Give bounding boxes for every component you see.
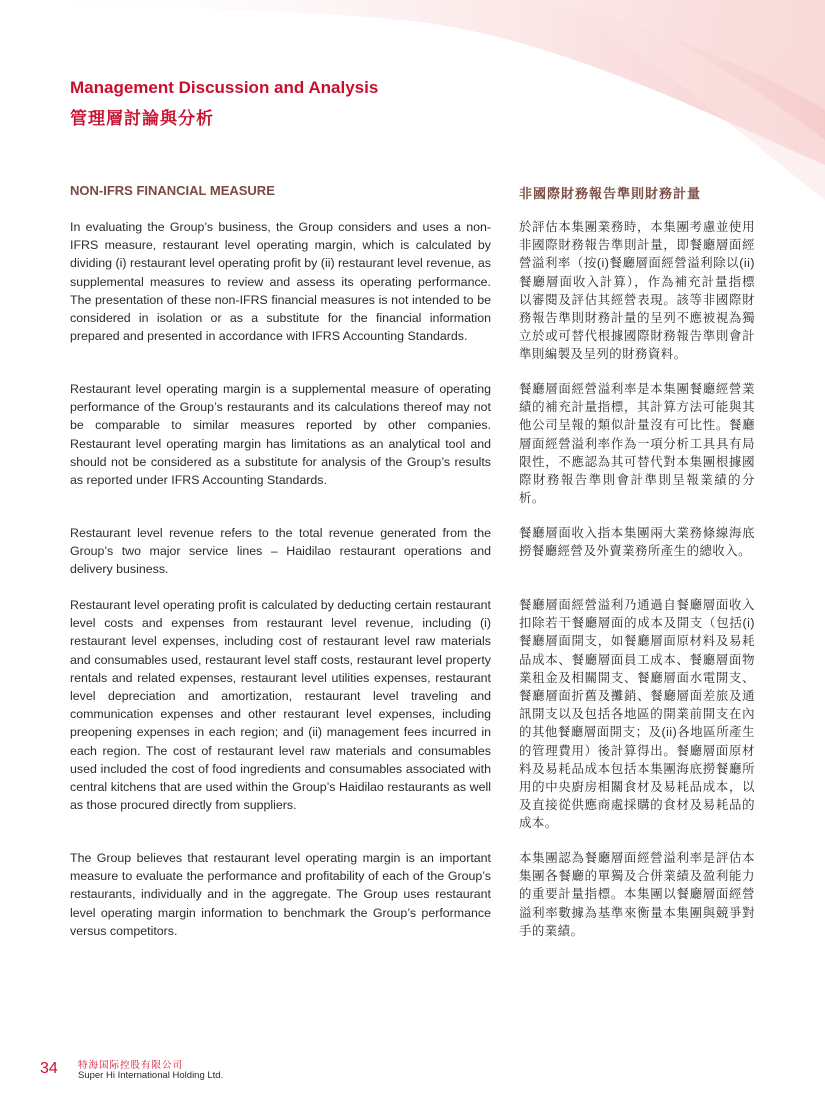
paragraph-zh-2: 餐廳層面經營溢利率是本集團餐廳經營業績的補充計量指標，其計算方法可能與其他公司呈報的類似計量沒有可比性。餐廳層面經營溢利率作為一項分析工具具有局限性，不應認為其可替代對本集團根據國際財務報告準則會計準則呈報業績的分析。 (519, 382, 755, 506)
section-heading: NON-IFRS FINANCIAL MEASURE (70, 183, 275, 198)
paragraph-zh-3: 餐廳層面收入指本集團兩大業務條線海底撈餐廳經營及外賣業務所產生的總收入。 (519, 526, 755, 559)
footer-company-name-chinese: 特海国际控股有限公司 (78, 1060, 184, 1071)
paragraph-zh-4: 餐廳層面經營溢利乃通過自餐廳層面收入扣除若干餐廳層面的成本及開支（包括(i)餐廳層面開支，如餐廳層面原材料及易耗品成本、餐廳層面員工成本、餐廳層面物業租金及相關開支、餐廳層面水電開支、餐廳層面折舊及攤銷、餐廳層面差旅及通訊開支以及包括各地區的開業前開支在內的其他餐廳層面開支；及(ii)各地區所產生的管理費用）後計算得出。餐廳層面原材料及易耗品成本包括本集團海底撈餐廳所用的中央廚房相關食材及易耗品成本，以及直接從供應商處採購的食材及易耗品的成本。 (519, 598, 755, 831)
page-number: 34 (40, 1060, 58, 1077)
paragraph-en-2: Restaurant level operating margin is a supplemental measure of operating performance of the Group’s restaurants and its calculations thereof may not be comparable to similar measures reported by other companies. Restaurant level operating margin has limitations as an analytical tool and should not be considered as a substitute for analysis of the Group’s results as reported under IFRS Accounting Standards. (70, 382, 491, 488)
paragraph-en-3: Restaurant level revenue refers to the total revenue generated from the Group’s two major service lines – Haidilao restaurant operations and delivery business. (70, 526, 491, 577)
paragraph-zh-1: 於評估本集團業務時，本集團考慮並使用非國際財務報告準則計量，即餐廳層面經營溢利率（按(i)餐廳層面經營溢利除以(ii)餐廳層面收入計算），作為補充計量指標以審閱及評估其經營表現。該等非國際財務報告準則財務計量的呈列不應被視為獨立於或可替代根據國際財務報告準則會計準則編製及呈列的財務資料。 (519, 220, 755, 362)
page-title-chinese: 管理層討論與分析 (70, 109, 214, 128)
paragraph-zh-5: 本集團認為餐廳層面經營溢利率是評估本集團各餐廳的單獨及合併業績及盈利能力的重要計量指標。本集團以餐廳層面經營溢利率數據為基準來衡量本集團與競爭對手的業績。 (519, 851, 755, 938)
section-heading-chinese: 非國際財務報告準則財務計量 (519, 186, 702, 201)
paragraph-en-4: Restaurant level operating profit is calculated by deducting certain restaurant level costs and expenses from restaurant level revenue, including (i) restaurant level expenses, including cost of restaurant level raw materials and consumables used, restaurant level staff costs, restaurant level property rentals and related expenses, restaurant level utilities expenses, restaurant level depreciation and amortization, restaurant level traveling and communication expenses and other restaurant level expenses, including preopening expenses in each region; and (ii) management fees incurred in each region. The cost of restaurant level raw materials and consumables used included the cost of food ingredients and consumables associated with central kitchens that are used within the Group’s Haidilao restaurants as well as those procured directly from suppliers. (70, 598, 491, 813)
paragraph-en-5: The Group believes that restaurant level operating margin is an important measure to evaluate the performance and profitability of each of the Group’s restaurants, individually and in the aggregate. The Group uses restaurant level operating margin information to benchmark the Group’s performance versus competitors. (70, 851, 491, 938)
paragraph-en-1: In evaluating the Group’s business, the Group considers and uses a non-IFRS measure, restaurant level operating margin, which is calculated by dividing (i) restaurant level operating profit by (ii) restaurant level revenue, as supplemental measures to review and assess its operating performance. The presentation of these non-IFRS financial measures is not intended to be considered in isolation or as a substitute for the financial information prepared and presented in accordance with IFRS Accounting Standards. (70, 220, 491, 344)
page-title: Management Discussion and Analysis (70, 78, 379, 97)
footer-company-name: Super Hi International Holding Ltd. (78, 1070, 224, 1081)
